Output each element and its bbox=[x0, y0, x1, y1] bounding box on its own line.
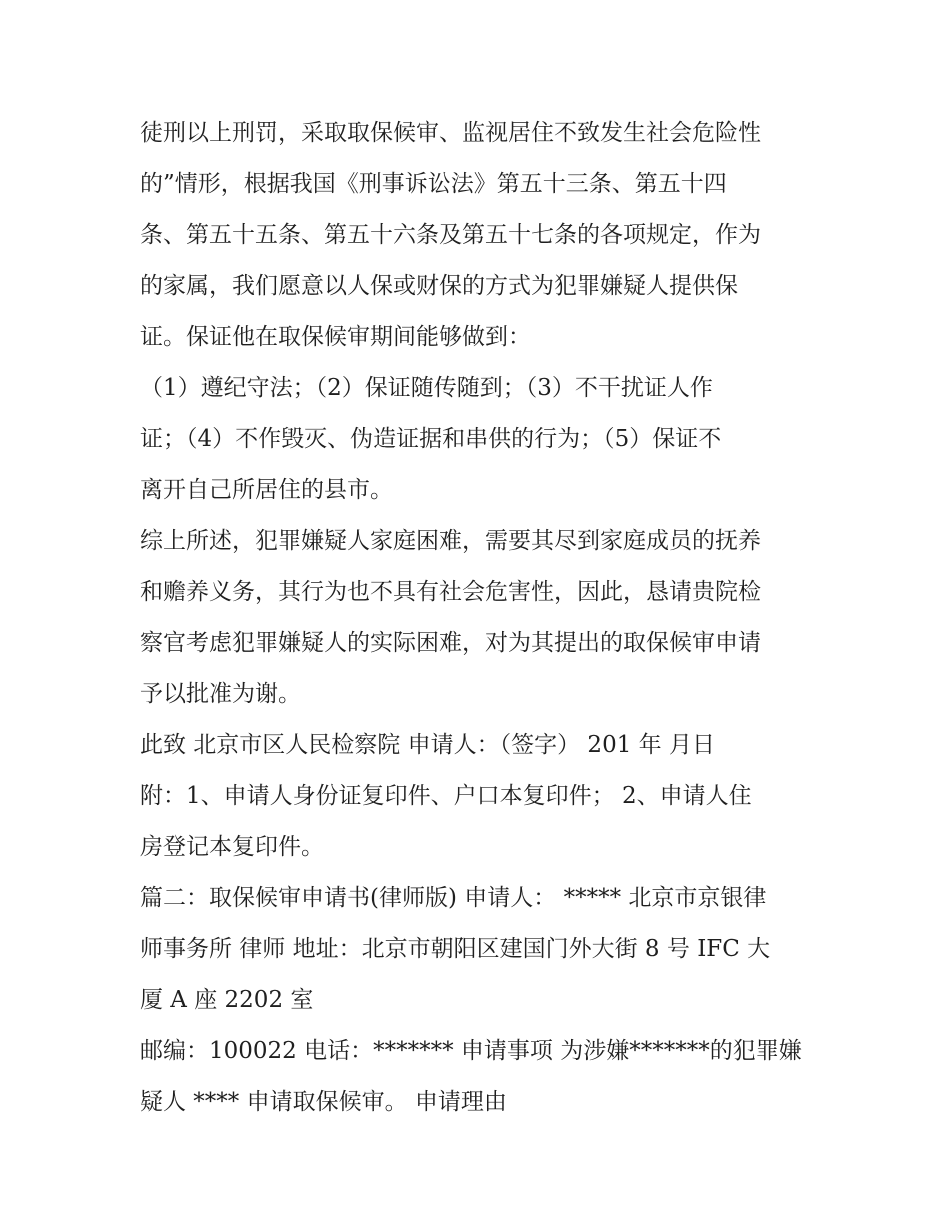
text-line: 徒刑以上刑罚，采取取保候审、监视居住不致发生社会危险性 bbox=[140, 120, 761, 146]
text-line: 的家属，我们愿意以人保或财保的方式为犯罪嫌疑人提供保 bbox=[140, 273, 738, 299]
text-line: 离开自己所居住的县市。 bbox=[140, 477, 393, 503]
text-line: 证；（4）不作毁灭、伪造证据和串供的行为；（5）保证不 bbox=[140, 426, 722, 452]
text-line: 和赡养义务，其行为也不具有社会危害性，因此，恳请贵院检 bbox=[140, 579, 761, 605]
text-line: 篇二：取保候审申请书(律师版) 申请人： ***** 北京市京银律 bbox=[140, 885, 767, 911]
document-body bbox=[140, 108, 820, 1128]
text-line: 证。保证他在取保候审期间能够做到： bbox=[140, 324, 531, 350]
text-line: 师事务所 律师 地址：北京市朝阳区建国门外大街 8 号 IFC 大 bbox=[140, 936, 771, 962]
text-line: 条、第五十五条、第五十六条及第五十七条的各项规定，作为 bbox=[140, 222, 761, 248]
text-line: 房登记本复印件。 bbox=[140, 834, 324, 860]
text-line: 附：1、申请人身份证复印件、户口本复印件； 2、申请人住 bbox=[140, 783, 752, 809]
text-line: 的”情形，根据我国《刑事诉讼法》第五十三条、第五十四 bbox=[140, 171, 727, 197]
text-line: 邮编：100022 电话：******* 申请事项 为涉嫌*******的犯罪嫌 bbox=[140, 1038, 802, 1064]
text-line: 厦 A 座 2202 室 bbox=[140, 987, 314, 1013]
text-line: 此致 北京市区人民检察院 申请人：（签字） 201 年 月日 bbox=[140, 732, 715, 758]
text-line: （1）遵纪守法；（2）保证随传随到；（3）不干扰证人作 bbox=[140, 375, 713, 401]
text-line: 予以批准为谢。 bbox=[140, 681, 301, 707]
text-line: 疑人 **** 申请取保候审。 申请理由 bbox=[140, 1089, 507, 1115]
text-line: 察官考虑犯罪嫌疑人的实际困难，对为其提出的取保候审申请 bbox=[140, 630, 761, 656]
text-line: 综上所述，犯罪嫌疑人家庭困难，需要其尽到家庭成员的抚养 bbox=[140, 528, 761, 554]
